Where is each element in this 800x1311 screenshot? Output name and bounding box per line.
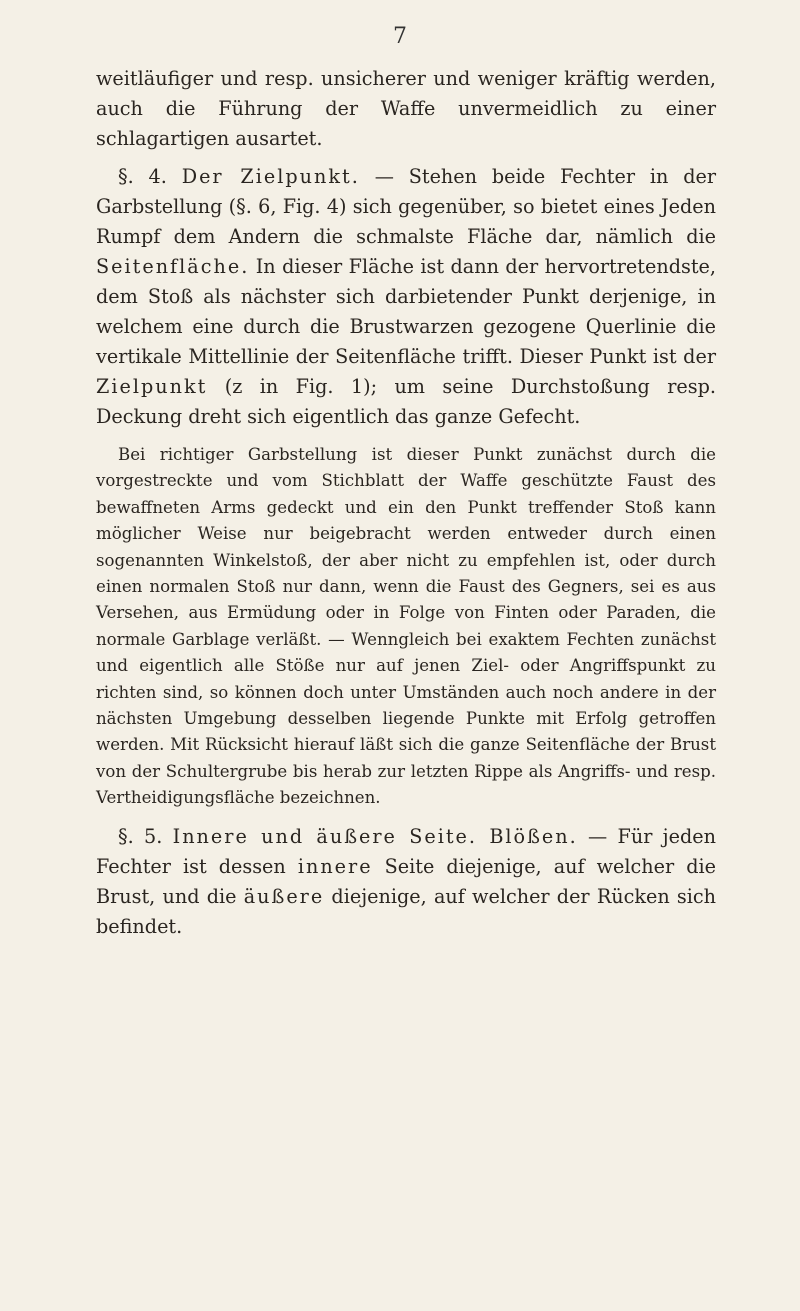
section-5-term: innere — [297, 854, 373, 878]
section-5-title: Innere und äußere Seite. Blößen. — [172, 824, 578, 848]
page-body — [96, 64, 716, 942]
section-5-text-2: Seite diejenige, auf welcher die Brust, und die — [96, 854, 716, 908]
section-4-number: §. 4. — [118, 165, 167, 188]
section-4-note: Bei richtiger Garbstellung ist dieser Punkt zunächst durch die vorgestreckte und vom Stichblatt der Waffe geschützte Faust des bewaffneten Arms gedeckt und ein den Punkt treffender Stoß kann möglicher Weise nur beigebracht werden entweder durch einen sogenannten Winkelstoß, der aber nicht zu empfehlen ist, oder durch einen normalen Stoß nur dann, wenn die Faust des Gegners, sei es aus Versehen, aus Ermüdung oder in Folge von Finten oder Paraden, die normale Garblage verläßt. — Wenngleich bei exaktem Fechten zunächst und eigentlich alle Stöße nur auf jenen Ziel- oder Angriffspunkt zu richten sind, so können doch unter Umständen auch noch andere in der nächsten Umgebung desselben liegende Punkte mit Erfolg getroffen werden. Mit Rücksicht hierauf läßt sich die ganze Seitenfläche der Brust von der Schultergrube bis herab zur letzten Rippe als Angriffs- und resp. Vertheidigungsfläche bezeichnen. — [96, 445, 716, 808]
section-5-term-2: äußere — [243, 884, 325, 908]
section-4-term: Seitenfläche. — [96, 255, 250, 278]
section-4-text-3: (z in Fig. 1); um seine Durchstoßung resp. Deckung dreht sich eigentlich das ganze Gefecht. — [96, 375, 716, 428]
page-number: 7 — [393, 24, 407, 49]
section-4-text-2: In dieser Fläche ist dann der hervortretendste, dem Stoß als nächster sich darbietender Punkt derjenige, in welchem eine durch die Brustwarzen gezogene Querlinie die vertikale Mittellinie der Seitenfläche trifft. Dieser Punkt ist der — [96, 255, 716, 368]
section-4-text: — Stehen beide Fechter in der Garbstellung (§. 6, Fig. 4) sich gegenüber, so bietet eines Jeden Rumpf dem Andern die schmalste Fläche dar, nämlich die — [96, 165, 717, 248]
section-5 — [96, 822, 716, 942]
paragraph-continuation: weitläufiger und resp. unsicherer und weniger kräftig werden, auch die Führung der Waffe unvermeidlich zu einer schlagartigen ausartet. — [96, 67, 716, 150]
section-5-text: — Für jeden Fechter ist dessen — [96, 824, 716, 878]
section-5-text-3: diejenige, auf welcher der Rücken sich befindet. — [96, 884, 716, 938]
section-5-number: §. 5. — [118, 824, 163, 848]
section-4-title: Der Zielpunkt. — [181, 165, 360, 188]
section-4 — [96, 162, 716, 432]
section-4-term-2: Zielpunkt — [96, 375, 208, 398]
